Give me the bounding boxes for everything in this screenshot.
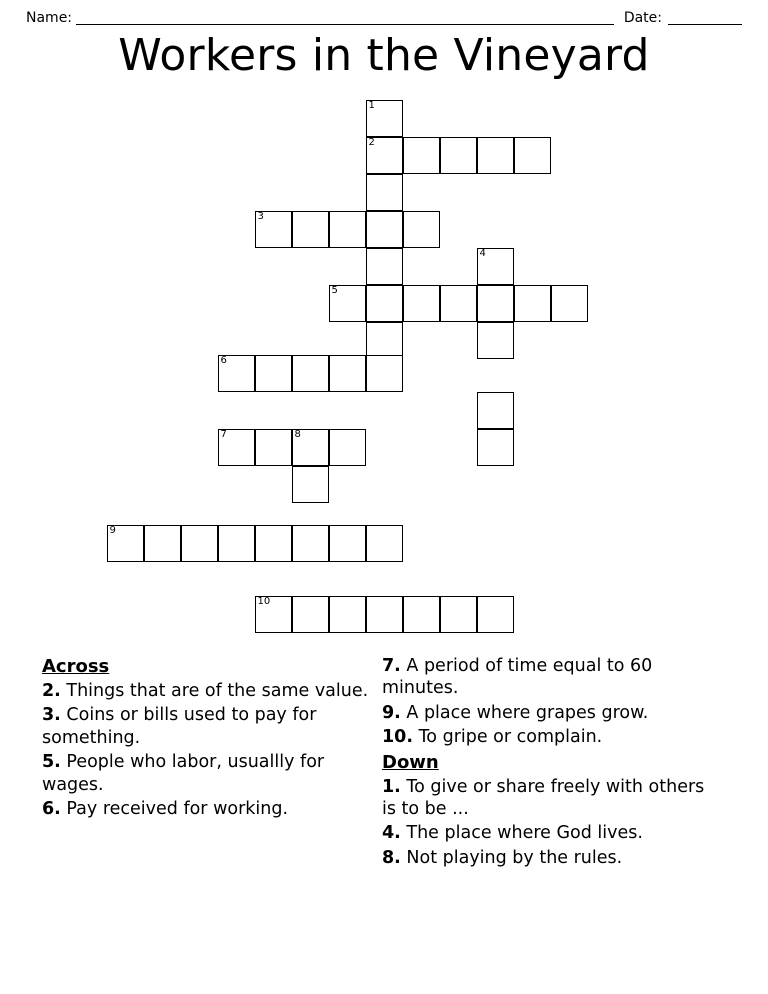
name-label: Name: — [26, 10, 73, 26]
crossword-cell-numbered[interactable] — [107, 525, 144, 562]
name-write-line[interactable] — [76, 11, 614, 25]
clue-text: Things that are of the same value. — [66, 681, 369, 702]
crossword-cell[interactable] — [292, 525, 329, 562]
clue-across-2 — [42, 680, 372, 702]
crossword-cell[interactable] — [366, 322, 403, 359]
cell-number: 4 — [479, 248, 486, 259]
clue-across-5 — [42, 751, 372, 796]
worksheet-header — [0, 0, 768, 26]
clue-number: 10. — [382, 727, 414, 748]
crossword-cell[interactable] — [440, 137, 477, 174]
crossword-cell[interactable] — [477, 285, 514, 322]
clues-section — [0, 655, 768, 915]
crossword-cell[interactable] — [255, 429, 292, 466]
cell-number: 5 — [331, 285, 338, 296]
crossword-cell[interactable] — [255, 355, 292, 392]
page-title: Workers in the Vineyard — [118, 30, 650, 81]
crossword-cell[interactable] — [403, 596, 440, 633]
cell-number: 9 — [109, 525, 116, 536]
clue-number: 4. — [382, 823, 401, 844]
crossword-cell-numbered[interactable] — [477, 248, 514, 285]
crossword-grid — [0, 100, 768, 660]
down-heading: Down — [382, 751, 439, 773]
crossword-cell[interactable] — [403, 137, 440, 174]
crossword-cell[interactable] — [292, 466, 329, 503]
clue-text: A period of time equal to 60 minutes. — [382, 656, 653, 699]
crossword-cell[interactable] — [292, 211, 329, 248]
crossword-cell[interactable] — [329, 525, 366, 562]
clue-across-3 — [42, 704, 372, 749]
crossword-cell[interactable] — [514, 137, 551, 174]
date-label: Date: — [623, 10, 662, 26]
crossword-cell[interactable] — [551, 285, 588, 322]
crossword-cell[interactable] — [403, 211, 440, 248]
crossword-cell[interactable] — [514, 285, 551, 322]
cell-number: 3 — [257, 211, 264, 222]
crossword-cell[interactable] — [440, 596, 477, 633]
cell-number: 7 — [220, 429, 227, 440]
clue-text: To give or share freely with others is to be ... — [382, 776, 705, 819]
clue-text: A place where grapes grow. — [406, 702, 649, 723]
crossword-cell[interactable] — [329, 429, 366, 466]
crossword-cell[interactable] — [440, 285, 477, 322]
crossword-cell[interactable] — [366, 525, 403, 562]
crossword-cell[interactable] — [144, 525, 181, 562]
clue-number: 6. — [42, 798, 61, 819]
crossword-cell[interactable] — [366, 248, 403, 285]
clue-number: 5. — [42, 752, 61, 773]
crossword-cell-numbered[interactable] — [218, 355, 255, 392]
crossword-cell[interactable] — [255, 525, 292, 562]
clue-across-9 — [382, 702, 712, 724]
cell-number: 6 — [220, 355, 227, 366]
clue-text: Coins or bills used to pay for something. — [42, 705, 317, 748]
clue-text: Not playing by the rules. — [406, 847, 623, 868]
clue-across-7 — [382, 655, 712, 700]
crossword-cell[interactable] — [366, 211, 403, 248]
clue-number: 8. — [382, 847, 401, 868]
crossword-cell-numbered[interactable] — [366, 100, 403, 137]
crossword-cell-numbered[interactable] — [292, 429, 329, 466]
crossword-cell-numbered[interactable] — [366, 137, 403, 174]
crossword-cell[interactable] — [366, 355, 403, 392]
clue-number: 1. — [382, 776, 401, 797]
clue-down-8 — [382, 847, 712, 869]
crossword-cell[interactable] — [329, 211, 366, 248]
date-write-line[interactable] — [668, 11, 742, 25]
clue-text: The place where God lives. — [406, 823, 643, 844]
clue-number: 7. — [382, 656, 401, 676]
clue-text: People who labor, usuallly for wages. — [42, 752, 325, 795]
clue-number: 2. — [42, 681, 61, 702]
cell-number: 2 — [368, 137, 375, 148]
crossword-cell[interactable] — [292, 596, 329, 633]
crossword-cell[interactable] — [477, 429, 514, 466]
crossword-cell[interactable] — [477, 392, 514, 429]
clue-number: 3. — [42, 705, 61, 726]
crossword-cell[interactable] — [366, 174, 403, 211]
cell-number: 8 — [294, 429, 301, 440]
cell-number: 10 — [257, 596, 271, 607]
crossword-cell[interactable] — [181, 525, 218, 562]
crossword-cell[interactable] — [366, 596, 403, 633]
crossword-cell[interactable] — [403, 285, 440, 322]
clue-text: To gripe or complain. — [418, 727, 603, 748]
crossword-cell-numbered[interactable] — [329, 285, 366, 322]
crossword-cell[interactable] — [218, 525, 255, 562]
clue-across-10 — [382, 726, 712, 748]
crossword-cell[interactable] — [477, 322, 514, 359]
across-heading: Across — [42, 656, 110, 677]
cell-number: 1 — [368, 100, 375, 111]
crossword-cell-numbered[interactable] — [255, 211, 292, 248]
clues-column-left — [42, 655, 372, 822]
crossword-cell-numbered[interactable] — [255, 596, 292, 633]
clue-down-1 — [382, 776, 712, 821]
clues-column-right — [382, 655, 712, 871]
clue-number: 9. — [382, 702, 401, 723]
clue-across-6 — [42, 798, 372, 820]
crossword-cell[interactable] — [329, 596, 366, 633]
crossword-cell-numbered[interactable] — [218, 429, 255, 466]
crossword-cell[interactable] — [477, 596, 514, 633]
clue-down-4 — [382, 822, 712, 844]
clue-text: Pay received for working. — [66, 798, 289, 819]
crossword-cell[interactable] — [366, 285, 403, 322]
crossword-cell[interactable] — [292, 355, 329, 392]
crossword-cell[interactable] — [329, 355, 366, 392]
crossword-cell[interactable] — [477, 137, 514, 174]
